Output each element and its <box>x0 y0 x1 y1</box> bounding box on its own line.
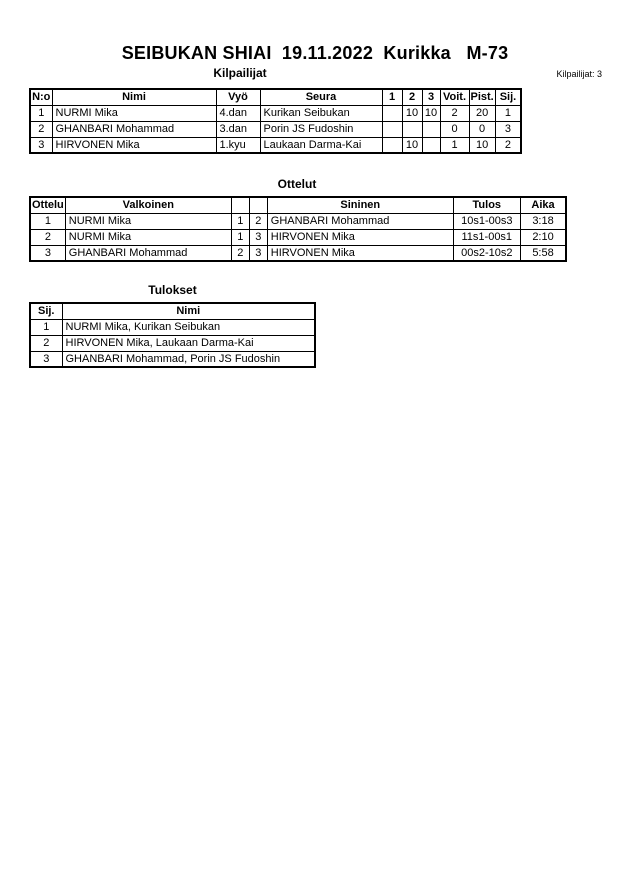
ottelut-header-row <box>30 197 566 213</box>
cell-vyo: 1.kyu <box>216 137 260 153</box>
cell-white-no: 1 <box>231 229 249 245</box>
header-sij: Sij. <box>30 303 62 319</box>
tulokset-table <box>29 302 316 368</box>
tulokset-row <box>30 351 315 367</box>
cell-no: 2 <box>30 121 52 137</box>
competitors-count: Kilpailijat: 3 <box>556 69 602 79</box>
tulokset-row <box>30 319 315 335</box>
header-ottelu: Ottelu <box>30 197 65 213</box>
section-title-kilpailijat: Kilpailijat <box>213 66 267 80</box>
cell-sininen: HIRVONEN Mika <box>267 245 453 261</box>
header-nimi: Nimi <box>62 303 315 319</box>
cell-valkoinen: GHANBARI Mohammad <box>65 245 231 261</box>
cell-sininen: HIRVONEN Mika <box>267 229 453 245</box>
cell-score-2: 10 <box>402 137 422 153</box>
cell-sininen: GHANBARI Mohammad <box>267 213 453 229</box>
header-sij: Sij. <box>495 89 521 105</box>
kilpailijat-row <box>30 137 521 153</box>
cell-nimi: NURMI Mika, Kurikan Seibukan <box>62 319 315 335</box>
cell-pist: 10 <box>469 137 495 153</box>
cell-blue-no: 2 <box>249 213 267 229</box>
tulokset-header-row <box>30 303 315 319</box>
cell-sij: 2 <box>30 335 62 351</box>
page-title: SEIBUKAN SHIAI 19.11.2022 Kurikka M-73 <box>121 43 509 63</box>
cell-blue-no: 3 <box>249 245 267 261</box>
header-round-1: 1 <box>382 89 402 105</box>
cell-sij: 3 <box>495 121 521 137</box>
cell-score-1 <box>382 105 402 121</box>
cell-ottelu: 3 <box>30 245 65 261</box>
cell-white-no: 2 <box>231 245 249 261</box>
cell-sij: 3 <box>30 351 62 367</box>
cell-tulos: 10s1-00s3 <box>453 213 520 229</box>
tulokset-row <box>30 335 315 351</box>
cell-score-3 <box>422 137 440 153</box>
ottelut-row <box>30 213 566 229</box>
cell-aika: 5:58 <box>520 245 566 261</box>
kilpailijat-header-row <box>30 89 521 105</box>
cell-nimi: HIRVONEN Mika <box>52 137 216 153</box>
cell-pist: 20 <box>469 105 495 121</box>
cell-vyo: 3.dan <box>216 121 260 137</box>
cell-seura: Laukaan Darma-Kai <box>260 137 382 153</box>
cell-score-2: 10 <box>402 105 422 121</box>
cell-no: 1 <box>30 105 52 121</box>
cell-valkoinen: NURMI Mika <box>65 229 231 245</box>
ottelut-table <box>29 196 567 262</box>
header-seura: Seura <box>260 89 382 105</box>
ottelut-row <box>30 229 566 245</box>
cell-score-1 <box>382 121 402 137</box>
cell-score-3: 10 <box>422 105 440 121</box>
cell-vyo: 4.dan <box>216 105 260 121</box>
cell-no: 3 <box>30 137 52 153</box>
cell-seura: Kurikan Seibukan <box>260 105 382 121</box>
header-vyo: Vyö <box>216 89 260 105</box>
header-white-no <box>231 197 249 213</box>
header-tulos: Tulos <box>453 197 520 213</box>
header-round-2: 2 <box>402 89 422 105</box>
header-valkoinen: Valkoinen <box>65 197 231 213</box>
cell-score-2 <box>402 121 422 137</box>
cell-tulos: 00s2-10s2 <box>453 245 520 261</box>
cell-sij: 1 <box>30 319 62 335</box>
cell-pist: 0 <box>469 121 495 137</box>
header-round-3: 3 <box>422 89 440 105</box>
cell-sij: 2 <box>495 137 521 153</box>
section-title-ottelut: Ottelut <box>277 177 317 191</box>
header-blue-no <box>249 197 267 213</box>
header-sininen: Sininen <box>267 197 453 213</box>
header-nimi: Nimi <box>52 89 216 105</box>
cell-tulos: 11s1-00s1 <box>453 229 520 245</box>
cell-blue-no: 3 <box>249 229 267 245</box>
cell-voit: 2 <box>440 105 469 121</box>
cell-valkoinen: NURMI Mika <box>65 213 231 229</box>
cell-nimi: GHANBARI Mohammad <box>52 121 216 137</box>
ottelut-row <box>30 245 566 261</box>
cell-sij: 1 <box>495 105 521 121</box>
header-pist: Pist. <box>469 89 495 105</box>
header-voit: Voit. <box>440 89 469 105</box>
header-no: N:o <box>30 89 52 105</box>
cell-seura: Porin JS Fudoshin <box>260 121 382 137</box>
cell-aika: 3:18 <box>520 213 566 229</box>
cell-nimi: GHANBARI Mohammad, Porin JS Fudoshin <box>62 351 315 367</box>
cell-nimi: HIRVONEN Mika, Laukaan Darma-Kai <box>62 335 315 351</box>
cell-score-1 <box>382 137 402 153</box>
cell-ottelu: 1 <box>30 213 65 229</box>
cell-aika: 2:10 <box>520 229 566 245</box>
section-title-tulokset: Tulokset <box>148 283 197 297</box>
cell-white-no: 1 <box>231 213 249 229</box>
cell-ottelu: 2 <box>30 229 65 245</box>
kilpailijat-table <box>29 88 522 154</box>
cell-nimi: NURMI Mika <box>52 105 216 121</box>
cell-voit: 1 <box>440 137 469 153</box>
cell-score-3 <box>422 121 440 137</box>
cell-voit: 0 <box>440 121 469 137</box>
kilpailijat-row <box>30 121 521 137</box>
header-aika: Aika <box>520 197 566 213</box>
kilpailijat-row <box>30 105 521 121</box>
